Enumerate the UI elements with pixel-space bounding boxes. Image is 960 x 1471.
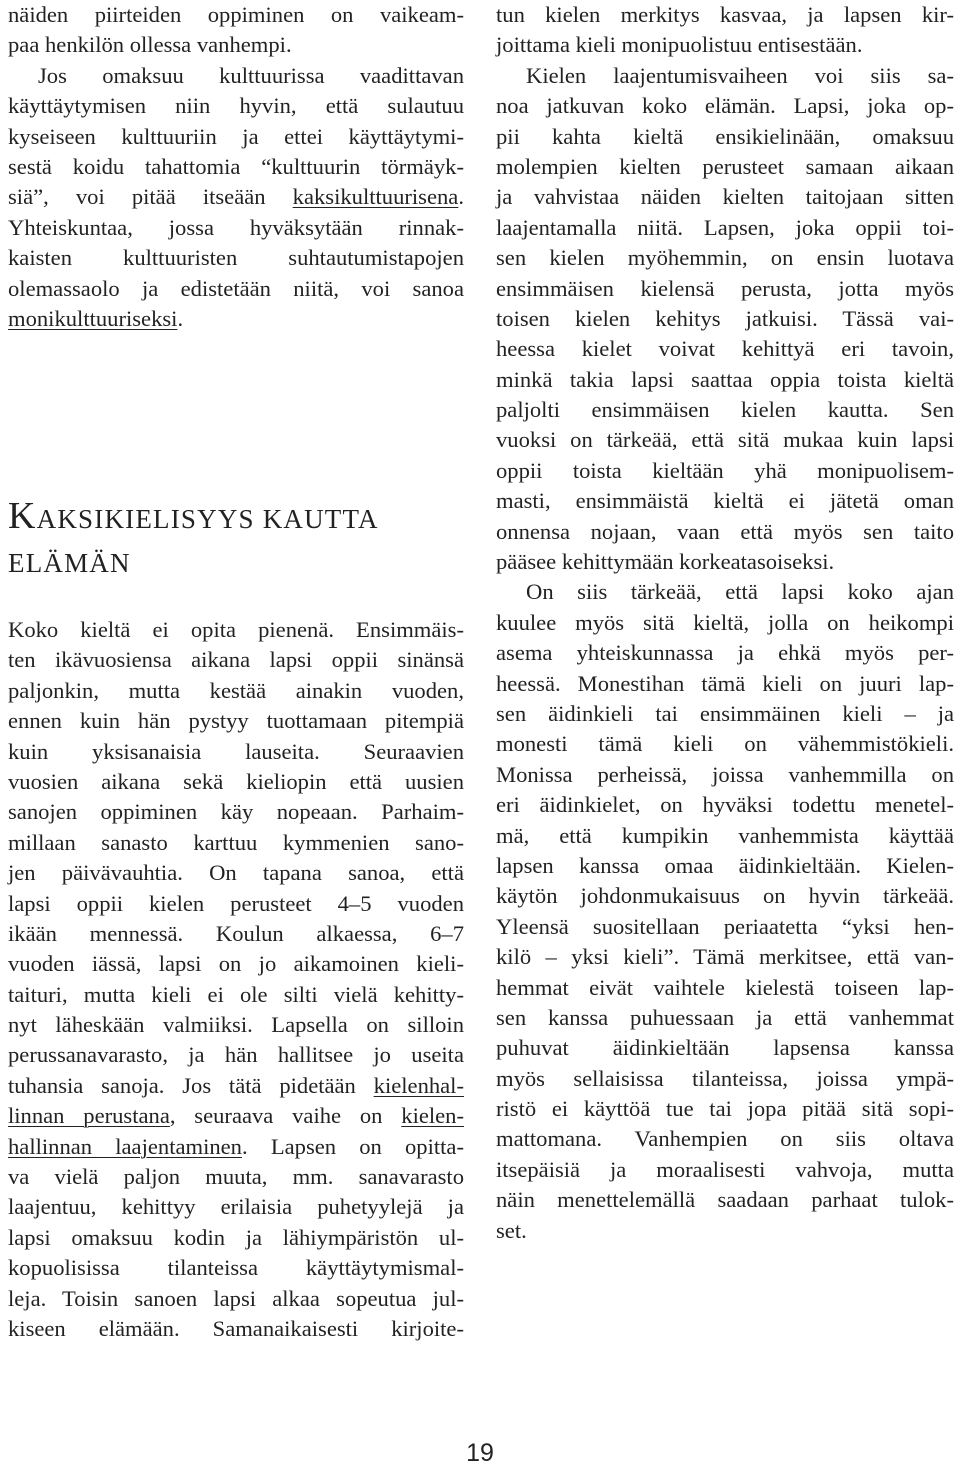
text-line <box>8 1132 464 1162</box>
text-line: ten ikävuosiensa aikana lapsi oppii sinänsä <box>8 647 464 673</box>
text-line: ristö ei käyttöä tue tai jopa pitää sitä sopi- <box>496 1096 954 1122</box>
text-line: minkä takia lapsi saattaa oppia toista kieltä <box>496 366 954 392</box>
text-line: kuin yksisanaisia lauseita. Seuraavien <box>8 738 464 764</box>
text-line: oppii toista kieltään yhä monipuolisem- <box>496 457 954 483</box>
text-line: ikään mennessä. Koulun alkaessa, 6–7 <box>8 920 464 946</box>
text-line: pääsee kehittymään korkeatasoiseksi. <box>496 549 835 575</box>
text-line: sen kanssa puhuessaan ja että vanhemmat <box>496 1004 954 1030</box>
text-segment: tuhansia sanoja. Jos tätä pidetään <box>8 1072 374 1098</box>
text-line: On siis tärkeää, että lapsi koko ajan <box>526 579 954 605</box>
right-paragraph-group <box>496 0 954 1246</box>
underlined-term: kielen- <box>401 1103 464 1129</box>
text-line: kuulee myös sitä kieltä, jolla on heikompi <box>496 609 954 635</box>
section-heading <box>8 494 478 585</box>
text-line: laajentuu, kehittyy erilaisia puhetyylejä ja <box>8 1194 464 1220</box>
text-line: onnensa nojaan, vaan että myös sen taito <box>496 518 954 544</box>
text-line: taituri, mutta kieli ei ole silti vielä kehitty- <box>8 981 464 1007</box>
text-line: sanojen oppiminen käy nopeaan. Parhaim- <box>8 799 464 825</box>
text-segment: siä”, voi pitää itseään <box>8 184 293 210</box>
text-line: vuosien aikana sekä kieliopin että uusien <box>8 768 464 794</box>
text-line: joittama kieli monipuolistuu entisestään. <box>496 32 863 58</box>
text-line: sestä koidu tahattomia “kulttuurin törmäyk- <box>8 153 464 179</box>
text-line: heessä. Monestihan tämä kieli on juuri lap- <box>496 670 954 696</box>
text-line: masti, ensimmäistä kieltä ei jätetä oman <box>496 488 954 514</box>
text-line: vuoden iässä, lapsi on jo aikamoinen kieli- <box>8 951 464 977</box>
text-line: kopuolisissa tilanteissa käyttäytymismal- <box>8 1255 464 1281</box>
text-line: va vielä paljon muuta, mm. sanavarasto <box>8 1164 464 1190</box>
text-segment: . <box>177 305 184 331</box>
text-line: noa jatkuvan koko elämän. Lapsi, joka op- <box>496 93 954 119</box>
text-line: Kielen laajentumisvaiheen voi siis sa- <box>526 62 954 88</box>
text-line: itsepäisiä ja moraalisesti vahvoja, mutta <box>496 1156 954 1182</box>
text-line: set. <box>496 1217 527 1243</box>
text-line: asema yhteiskunnassa ja ehkä myös per- <box>496 640 954 666</box>
text-line <box>8 1071 464 1101</box>
underlined-term: linnan perustana <box>8 1103 170 1129</box>
text-line: käyttäytymisen niin hyvin, että sulautuu <box>8 93 464 119</box>
text-line: perussanavarasto, ja hän hallitsee jo useita <box>8 1042 464 1068</box>
text-line: Yleensä suositellaan periaatetta “yksi hen- <box>496 913 954 939</box>
text-line <box>8 1101 464 1131</box>
text-line: ennen kuin hän pystyy tuottamaan pitempiä <box>8 708 464 734</box>
text-line: jen päivävauhtia. On tapana sanoa, että <box>8 860 464 886</box>
text-line: paljolti ensimmäisen kielen kautta. Sen <box>496 397 954 423</box>
text-line: Yhteiskuntaa, jossa hyväksytään rinnak- <box>8 214 464 240</box>
heading-initial-cap: K <box>8 495 37 537</box>
text-segment: . <box>458 184 464 210</box>
text-line: näin menettelemällä saadaan parhaat tulok- <box>496 1187 954 1213</box>
text-line: lapsi omaksuu kodin ja lähiympäristön ul- <box>8 1224 464 1250</box>
text-line: toisen kielen kehitys jatkuisi. Tässä vai- <box>496 305 954 331</box>
text-line: kaisten kulttuuristen suhtautumistapojen <box>8 245 464 271</box>
text-line: lapsen kanssa omaa äidinkieltään. Kielen- <box>496 852 954 878</box>
text-line: vuoksi on tärkeää, että sitä mukaa kuin lapsi <box>496 427 954 453</box>
text-line: mä, että kumpikin vanhemmista käyttää <box>496 822 954 848</box>
text-line <box>8 304 464 334</box>
text-line: puhuvat äidinkieltään lapsensa kanssa <box>496 1035 954 1061</box>
text-line: ja vahvistaa näiden kielten taitojaan sitten <box>496 184 954 210</box>
text-line: Jos omaksuu kulttuurissa vaadittavan <box>38 62 464 88</box>
text-line: mattomana. Vanhempien on siis oltava <box>496 1126 954 1152</box>
text-segment: , seuraava vaihe on <box>169 1103 402 1129</box>
text-line: kiseen elämään. Samanaikaisesti kirjoite- <box>8 1315 464 1341</box>
text-line: näiden piirteiden oppiminen on vaikeam- <box>8 2 464 27</box>
text-line: paa henkilön ollessa vanhempi. <box>8 32 292 58</box>
underlined-term: monikulttuuriseksi <box>8 305 178 331</box>
text-line: pii kahta kieltä ensikielinään, omaksuu <box>496 123 954 149</box>
text-line: laajentamalla niitä. Lapsen, joka oppii toi- <box>496 214 954 240</box>
text-line: lapsi oppii kielen perusteet 4–5 vuoden <box>8 890 464 916</box>
text-line: monesti tämä kieli on vähemmistökieli. <box>496 731 954 757</box>
section-heading-line-2: ELÄMÄN <box>8 548 131 578</box>
underlined-term: kaksikulttuurisena <box>292 184 459 210</box>
text-line: hemmat eivät vaihtele kielestä toiseen lap- <box>496 974 954 1000</box>
text-segment: . Lapsen on opitta- <box>241 1133 464 1159</box>
underlined-term: hallinnan laajentaminen <box>8 1133 242 1159</box>
text-line: myös sellaisissa tilanteissa, joissa ympä- <box>496 1065 954 1091</box>
text-line: Monissa perheissä, joissa vanhemmilla on <box>496 761 954 787</box>
text-line: heessa kielet voivat kehittyä eri tavoin, <box>496 336 954 362</box>
text-line: olemassaolo ja edistetään niitä, voi sanoa <box>8 275 464 301</box>
text-line: sen kielen myöhemmin, on ensin luotava <box>496 245 954 271</box>
left-paragraph-group-2 <box>8 615 464 1344</box>
text-line: molempien kielten perusteet samaan aikaan <box>496 153 954 179</box>
text-line: ensimmäisen kielensä perusta, jotta myös <box>496 275 954 301</box>
text-line: Koko kieltä ei opita pienenä. Ensimmäis- <box>8 617 464 642</box>
text-line: kyseiseen kulttuuriin ja ettei käyttäytymi- <box>8 123 464 149</box>
text-line: käytön johdonmukaisuus on hyvin tärkeää. <box>496 883 954 909</box>
text-line: nyt läheskään valmiiksi. Lapsella on silloin <box>8 1012 464 1038</box>
text-line: kilö – yksi kieli”. Tämä merkitsee, että van- <box>496 944 954 970</box>
text-line: sen äidinkieli tai ensimmäinen kieli – ja <box>496 700 954 726</box>
text-line: eri äidinkielet, on hyväksi todettu menetel- <box>496 792 954 818</box>
text-line: paljonkin, mutta kestää ainakin vuoden, <box>8 677 464 703</box>
left-paragraph-group-1 <box>8 0 464 334</box>
text-line: millaan sanasto karttuu kymmenien sano- <box>8 829 464 855</box>
heading-line-1-text: AKSIKIELISYYS KAUTTA <box>36 504 379 534</box>
page-number: 19 <box>466 1439 494 1467</box>
text-line: leja. Toisin sanoen lapsi alkaa sopeutua jul- <box>8 1285 464 1311</box>
section-heading-line-1 <box>8 494 478 541</box>
text-line: tun kielen merkitys kasvaa, ja lapsen kir- <box>496 2 954 27</box>
text-line <box>8 182 464 212</box>
underlined-term: kielenhal- <box>373 1072 464 1098</box>
